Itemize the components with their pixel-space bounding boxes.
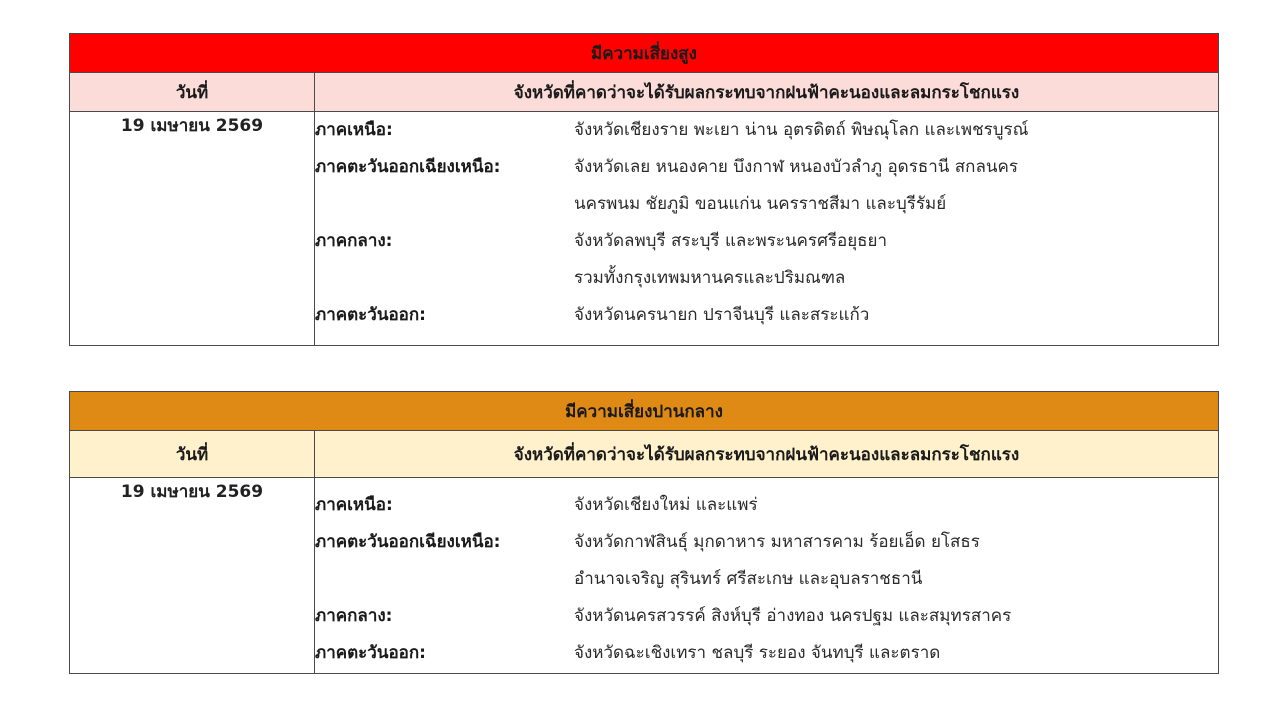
- province-column-header: จังหวัดที่คาดว่าจะได้รับผลกระทบจากฝนฟ้าคะนองและลมกระโชกแรง: [315, 431, 1219, 478]
- province-line: จังหวัดนครสวรรค์ สิงห์บุรี อ่างทอง นครปฐม และสมุทรสาคร: [574, 606, 1012, 626]
- table-title: มีความเสี่ยงปานกลาง: [70, 392, 1219, 431]
- province-line: นครพนม ชัยภูมิ ขอนแก่น นครราชสีมา และบุรีรัมย์: [574, 194, 947, 214]
- province-line: จังหวัดเลย หนองคาย บึงกาฬ หนองบัวลำภู อุดรธานี สกลนคร: [574, 157, 1019, 177]
- region-label: ภาคตะวันออก:: [315, 643, 426, 663]
- forecast-date: 19 เมษายน 2569: [70, 478, 315, 674]
- date-column-header: วันที่: [70, 73, 315, 112]
- region-northeast: [315, 149, 1218, 223]
- province-line: จังหวัดเชียงใหม่ และแพร่: [574, 495, 758, 515]
- region-label: ภาคตะวันออกเฉียงเหนือ:: [315, 532, 501, 552]
- region-north: [315, 487, 1218, 524]
- province-line: จังหวัดลพบุรี สระบุรี และพระนครศรีอยุธยา: [574, 231, 888, 251]
- table-title: มีความเสี่ยงสูง: [70, 34, 1219, 73]
- region-label: ภาคเหนือ:: [315, 120, 393, 140]
- province-line: จังหวัดกาฬสินธุ์ มุกดาหาร มหาสารคาม ร้อยเอ็ด ยโสธร: [574, 532, 980, 552]
- province-line: จังหวัดเชียงราย พะเยา น่าน อุตรดิตถ์ พิษณุโลก และเพชรบูรณ์: [574, 120, 1029, 140]
- region-list: [315, 478, 1219, 674]
- province-line: จังหวัดฉะเชิงเทรา ชลบุรี ระยอง จันทบุรี และตราด: [574, 643, 941, 663]
- region-north: [315, 112, 1218, 149]
- region-central: [315, 598, 1218, 635]
- province-line: จังหวัดนครนายก ปราจีนบุรี และสระแก้ว: [574, 305, 870, 325]
- region-central: [315, 223, 1218, 297]
- region-list: [315, 112, 1219, 346]
- region-label: ภาคตะวันออก:: [315, 305, 426, 325]
- date-column-header: วันที่: [70, 431, 315, 478]
- region-label: ภาคกลาง:: [315, 606, 393, 626]
- region-northeast: [315, 524, 1218, 598]
- forecast-date: 19 เมษายน 2569: [70, 112, 315, 346]
- province-column-header: จังหวัดที่คาดว่าจะได้รับผลกระทบจากฝนฟ้าคะนองและลมกระโชกแรง: [315, 73, 1219, 112]
- province-line: รวมทั้งกรุงเทพมหานครและปริมณฑล: [574, 268, 846, 288]
- region-east: [315, 297, 1218, 334]
- high-risk-table: [69, 33, 1219, 346]
- region-label: ภาคตะวันออกเฉียงเหนือ:: [315, 157, 501, 177]
- region-label: ภาคเหนือ:: [315, 495, 393, 515]
- region-east: [315, 635, 1218, 672]
- region-label: ภาคกลาง:: [315, 231, 393, 251]
- medium-risk-table: [69, 391, 1219, 674]
- province-line: อำนาจเจริญ สุรินทร์ ศรีสะเกษ และอุบลราชธานี: [574, 569, 923, 589]
